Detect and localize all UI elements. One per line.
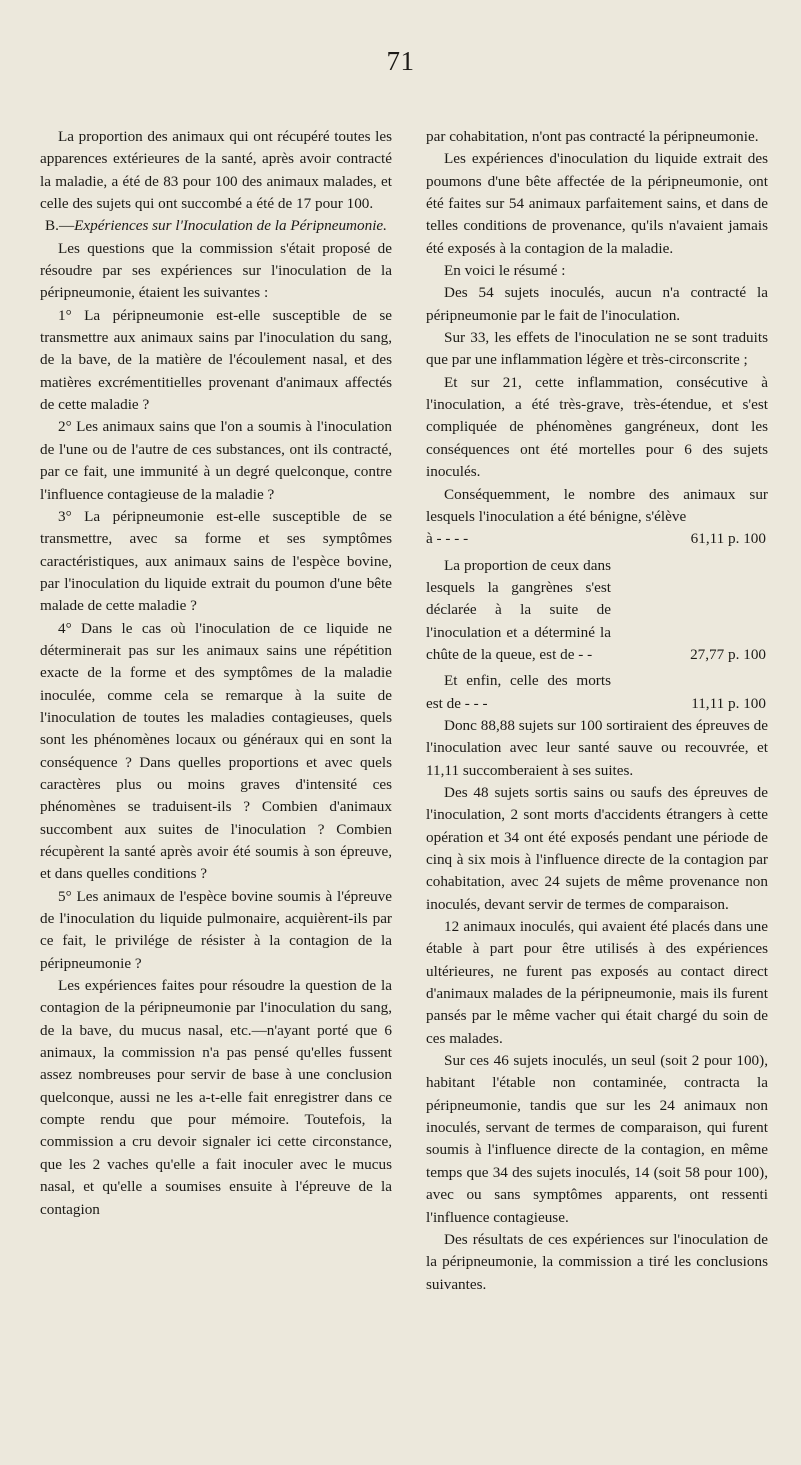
- section-heading: [40, 215, 392, 237]
- paragraph: Et sur 21, cette inflammation, consécutive à l'inoculation, a été très-grave, très-étendue, et s'est compliquée de phénomènes gangréneux, dont les conséquences ont été mortelles pour 6 des sujets inoculés.: [426, 373, 768, 481]
- paragraph: En voici le résumé :: [444, 262, 566, 280]
- paragraph: Des résultats de ces expériences sur l'inoculation de la péripneumonie, la commission a tiré les conclusions suivantes.: [426, 1230, 768, 1293]
- question-1: 1° La péripneumonie est-elle susceptible de se transmettre aux animaux sains par l'inoculation du sang, de la bave, de la matière de l'écoulement nasal, et des matières excrémentitielles provenant d'animaux affectés de cette maladie ?: [40, 306, 392, 414]
- paragraph: Sur ces 46 sujets inoculés, un seul (soit 2 pour 100), habitant l'étable non contaminée, contracta la péripneumonie, tandis que sur les 24 animaux non inoculés, servant de termes de comparaison, qui furent soumis à l'influence directe de la contagion, en même temps que 34 des sujets inoculés, 14 (soit 58 pour 100), avec ou sans symptômes apparents, ont ressenti l'influence contagieuse.: [426, 1052, 768, 1226]
- paragraph: Les expériences faites pour résoudre la question de la contagion de la péripneumonie par l'inoculation du sang, de la bave, du mucus nasal, etc.—n'ayant porté que 6 animaux, la commission n'a pas pensé qu'elles fussent assez nombreuses pour servir de base à une conclusion quelconque, aussi ne les a-t-elle fait enregistrer dans ce compte rendu que pour mémoire. Toutefois, la commission a cru devoir signaler ici cette circonstance, que les 2 vaches qu'elle a fait inoculer avec le mucus nasal, et qu'elle a soumises ensuite à l'épreuve de la contagion: [40, 977, 392, 1218]
- page-number: 71: [386, 46, 415, 76]
- stat-gangrene: [426, 555, 768, 667]
- left-column: [40, 126, 392, 1221]
- right-column: [426, 126, 768, 1296]
- section-heading-text: Expériences sur l'Inoculation de la Péripneumonie.: [74, 217, 387, 235]
- paragraph: par cohabitation, n'ont pas contracté la péripneumonie.: [426, 128, 759, 145]
- stat-text: Et enfin, celle des morts est de - - -: [426, 672, 611, 712]
- stat-value: 11,11 p. 100: [691, 694, 766, 712]
- question-5: 5° Les animaux de l'espèce bovine soumis à l'épreuve de l'inoculation du liquide pulmonaire, acquièrent-ils par ce fait, le privilége de résister à la contagion de la péripneumonie ?: [40, 887, 392, 972]
- stat-text: La proportion de ceux dans lesquels la gangrènes s'est déclarée à la suite de l'inoculation et a déterminé la chûte de la queue, est de - -: [426, 556, 611, 663]
- paragraph: 12 animaux inoculés, qui avaient été placés dans une étable à part pour être utilisés à des expériences ultérieures, ne furent pas exposés au contact direct d'animaux malades de la péripneumonie, mais ils furent pansés par le même vacher qui était chargé du soin de ces malades.: [426, 918, 768, 1047]
- paragraph: Des 54 sujets inoculés, aucun n'a contracté la péripneumonie par le fait de l'inoculation.: [426, 284, 768, 324]
- stat-lead: à - - - -: [426, 530, 469, 548]
- paragraph: Les expériences d'inoculation du liquide extrait des poumons d'une bête affectée de la péripneumonie, ont été faites sur 54 animaux parfaitement sains, et dans de telles conditions de provenance, qu'ils n'avaient jamais été exposés à la contagion de la maladie.: [426, 150, 768, 257]
- paragraph: Conséquemment, le nombre des animaux sur lesquels l'inoculation a été bénigne, s'élève: [426, 485, 768, 525]
- paragraph: Les questions que la commission s'était proposé de résoudre par ses expériences sur l'inoculation de la péripneumonie, étaient les suivantes :: [40, 239, 392, 302]
- stat-deaths: [426, 670, 768, 715]
- paragraph: Donc 88,88 sujets sur 100 sortiraient des épreuves de l'inoculation avec leur santé sauve ou recouvrée, et 11,11 succomberaient à ses suites.: [426, 716, 768, 779]
- question-2: 2° Les animaux sains que l'on a soumis à l'inoculation de l'une ou de l'autre de ces substances, ont ils contracté, par ce fait, une immunité à un degré quelconque, contre l'influence contagieuse de la maladie ?: [40, 418, 392, 503]
- stat-value: 61,11 p. 100: [690, 530, 766, 548]
- question-3: 3° La péripneumonie est-elle susceptible de se transmettre, avec sa forme et ses symptômes caractéristiques, aux animaux sains de l'espèce bovine, par l'inoculation du liquide extrait du poumon d'une bête malade de cette maladie ?: [40, 507, 392, 615]
- paragraph: Des 48 sujets sortis sains ou saufs des épreuves de l'inoculation, 2 sont morts d'accidents étrangers à cette opération et 34 ont été exposés pendant une période de cinq à six mois à l'influence directe de la contagion par cohabitation, avec 24 sujets de même provenance non inoculés, devant servir de termes de comparaison.: [426, 783, 768, 913]
- stat-value: 27,77 p. 100: [690, 645, 766, 663]
- question-4: 4° Dans le cas où l'inoculation de ce liquide ne déterminerait pas sur les animaux sains une répétition exacte de la forme et des symptômes de la maladie inoculée, comme cela se remarque à la suite de l'inoculation de toutes les maladies contagieuses, quels sont les phénomènes locaux ou généraux qui en sont la conséquence ? Dans quelles proportions et avec quels caractères plus ou moins graves d'intensité ces phénomènes se traduisent-ils ? Combien d'animaux succombent aux suites de l'inoculation ? Combien récupèrent la santé après avoir été soumis à son épreuve, et dans quelles conditions ?: [40, 619, 392, 883]
- stat-benign: [426, 528, 768, 550]
- section-heading-prefix: B.—: [45, 217, 75, 235]
- paragraph: Sur 33, les effets de l'inoculation ne se sont traduits que par une inflammation légère et très-circonscrite ;: [426, 329, 768, 369]
- paragraph: La proportion des animaux qui ont récupéré toutes les apparences extérieures de la santé, après avoir contracté la maladie, a été de 83 pour 100 des animaux malades, et celle des sujets qui ont succombé a été de 17 pour 100.: [40, 128, 392, 213]
